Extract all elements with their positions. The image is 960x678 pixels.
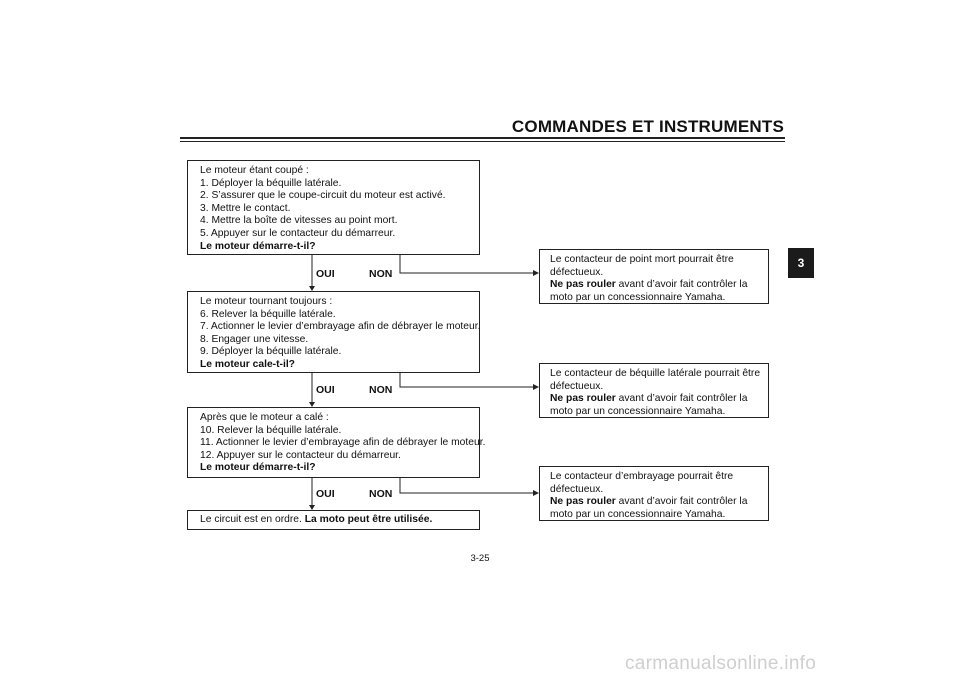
step-question: Le moteur cale-t-il? [200, 358, 295, 370]
result-text: Le circuit est en ordre. [200, 514, 305, 525]
no-connector-3 [400, 478, 533, 493]
fault-line: Le contacteur de béquille latérale pourrait être [550, 368, 761, 379]
fault-warning: Ne pas rouler [550, 393, 616, 405]
fault-warning-rest: avant d’avoir fait contrôler la [615, 279, 748, 291]
step-line: Le moteur tournant toujours : [200, 296, 333, 307]
fault-warning: Ne pas rouler [550, 279, 616, 291]
step-line: 9. Déployer la béquille latérale. [200, 346, 342, 358]
step-box-3 [187, 407, 486, 478]
fault-box-2 [539, 363, 769, 418]
fault-line: Le contacteur de point mort pourrait être [550, 254, 734, 265]
step-box-2 [187, 291, 480, 373]
step-line: 3. Mettre le contact. [200, 202, 291, 214]
fault-line: Le contacteur d’embrayage pourrait être [550, 471, 734, 482]
no-connector-1 [400, 255, 533, 273]
no-label: NON [369, 268, 393, 280]
step-line: 12. Appuyer sur le contacteur du démarreur. [200, 449, 401, 461]
fault-line: moto par un concessionnaire Yamaha. [550, 291, 726, 303]
fault-line: défectueux. [550, 380, 604, 392]
fault-line: moto par un concessionnaire Yamaha. [550, 508, 726, 520]
fault-line: défectueux. [550, 266, 604, 278]
fault-box-1 [539, 249, 769, 304]
watermark: carmanualsonline.info [625, 653, 817, 674]
fault-warning-rest: avant d’avoir fait contrôler la [615, 393, 748, 405]
step-line: Après que le moteur a calé : [200, 412, 329, 423]
yes-label: OUI [316, 268, 335, 280]
step-line: 8. Engager une vitesse. [200, 333, 309, 345]
step-line: 1. Déployer la béquille latérale. [200, 177, 342, 189]
step-line: 2. S’assurer que le coupe-circuit du moteur est activé. [200, 190, 446, 202]
yes-label: OUI [316, 488, 335, 500]
fault-line: défectueux. [550, 483, 604, 495]
page-number: 3-25 [470, 553, 490, 564]
page-title: COMMANDES ET INSTRUMENTS [511, 117, 784, 136]
fault-line: moto par un concessionnaire Yamaha. [550, 405, 726, 417]
step-line: 6. Relever la béquille latérale. [200, 308, 336, 320]
result-box [187, 510, 480, 530]
fault-warning: Ne pas rouler [550, 496, 616, 508]
step-line: 11. Actionner le levier d’embrayage afin de débrayer le moteur. [200, 437, 486, 449]
step-question: Le moteur démarre-t-il? [200, 240, 316, 252]
step-line: 10. Relever la béquille latérale. [200, 424, 342, 436]
step-line: Le moteur étant coupé : [200, 165, 309, 176]
step-line: 7. Actionner le levier d’embrayage afin de débrayer le moteur. [200, 321, 481, 333]
step-line: 5. Appuyer sur le contacteur du démarreur. [200, 227, 396, 239]
yes-label: OUI [316, 384, 335, 396]
fault-warning-rest: avant d’avoir fait contrôler la [615, 496, 748, 508]
fault-box-3 [539, 466, 769, 521]
step-line: 4. Mettre la boîte de vitesses au point mort. [200, 215, 398, 227]
result-text-bold: La moto peut être utilisée. [304, 514, 433, 525]
chapter-tab: 3 [788, 248, 814, 278]
step-question: Le moteur démarre-t-il? [200, 462, 316, 474]
step-box-1 [187, 160, 480, 255]
no-label: NON [369, 488, 393, 500]
no-label: NON [369, 384, 393, 396]
